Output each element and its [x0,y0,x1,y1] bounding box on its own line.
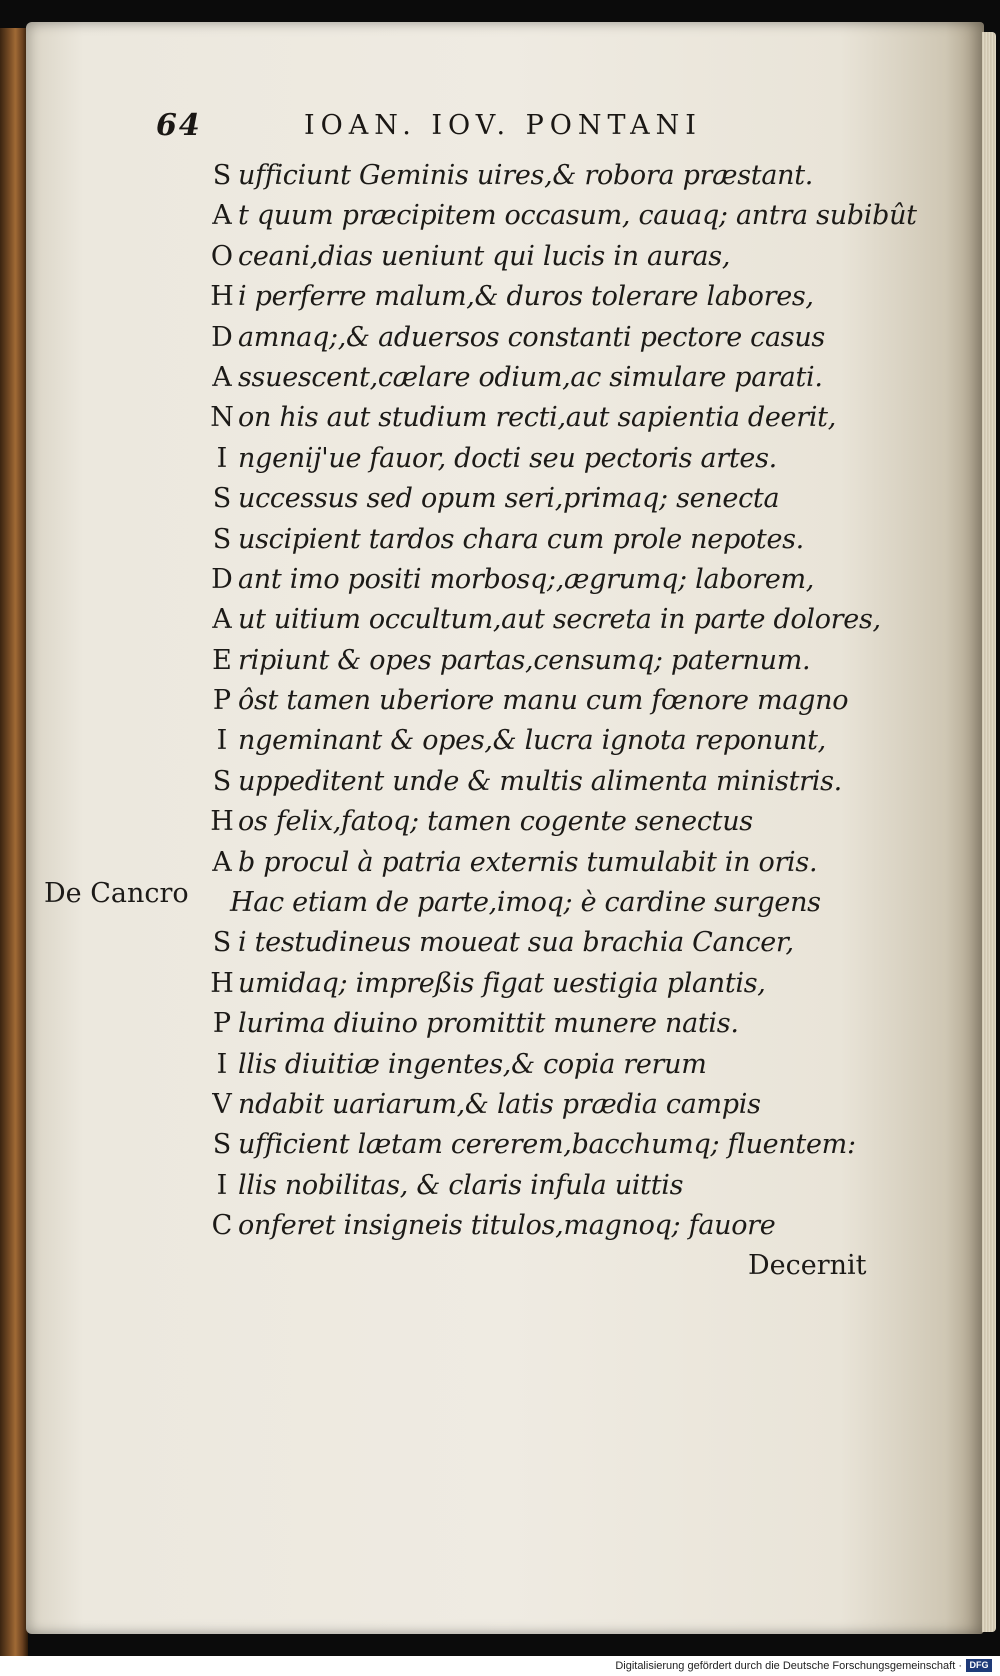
verse-initial: H [210,967,234,999]
verse-text: umidaq; impreßis figat uestigia plantis, [238,967,766,999]
dfg-logo: DFG [966,1659,992,1672]
verse-initial: I [216,1169,228,1201]
verse-initial: A [212,200,232,232]
verse-line [0,318,1000,358]
margin-note: De Cancro [44,878,189,909]
verse-initial: D [211,563,233,595]
verse-line [0,600,1000,640]
verse-text: llis diuitiæ ingentes,& copia rerum [238,1048,707,1080]
verse-text: ufficiunt Geminis uires,& robora præstant. [238,160,814,191]
page-number: 64 [156,108,202,143]
verse-initial: A [212,604,232,636]
verse-line [0,1206,1000,1246]
verse-initial: V [212,1088,232,1120]
verse-text: b procul à patria externis tumulabit in oris. [238,846,818,878]
verse-text: ufficient lætam cererem,bacchumq; fluentem: [238,1129,856,1161]
verse-initial: C [211,1210,233,1242]
catchword: Decernit [748,1250,867,1281]
verse-text: ngeminant & opes,& lucra ignota reponunt, [238,725,826,757]
verse-text: i testudineus moueat sua brachia Cancer, [238,927,794,959]
verse-initial: A [212,846,232,878]
verse-initial: E [212,644,232,676]
verse-initial: I [216,1048,228,1080]
verse-line [0,923,1000,963]
verse-text: ssuescent,cælare odium,ac simulare parati. [238,361,823,393]
verse-text: Hac etiam de parte,imoq; è cardine surgens [230,887,821,919]
verse-line [0,641,1000,681]
verse-line [0,681,1000,721]
verse-initial: A [212,361,232,393]
verse-text: ndabit uariarum,& latis prædia campis [238,1088,761,1120]
verse-text: ut uitium occultum,aut secreta in parte dolores, [238,604,881,636]
verse-text: ngenij'ue fauor, docti seu pectoris artes. [238,442,777,474]
verse-line [0,1004,1000,1044]
verse-initial: S [212,160,232,191]
verse-line [0,802,1000,842]
verse-text: uccessus sed opum seri,primaq; senecta [238,483,780,515]
verse-text: llis nobilitas, & claris infula uittis [238,1169,684,1201]
verse-line [0,1085,1000,1125]
verse-initial: I [216,442,228,474]
verse-line [0,964,1000,1004]
verse-line [0,439,1000,479]
verse-initial: I [216,725,228,757]
verse-line [0,843,1000,883]
verse-initial: P [212,685,232,717]
verse-line [0,1166,1000,1206]
verse-line [0,1125,1000,1165]
verse-initial: H [210,281,234,313]
verse-initial: P [212,1008,232,1040]
verse-text: i perferre malum,& duros tolerare labores, [238,281,814,313]
verse-text: ant imo positi morbosq;,ægrumq; laborem, [238,563,815,595]
verse-line [0,721,1000,761]
verse-line [0,277,1000,317]
verse-text: lurima diuino promittit munere natis. [238,1008,739,1040]
verse-text: ceani,dias ueniunt qui lucis in auras, [238,240,731,272]
verse-initial: S [212,483,232,515]
footer [0,1656,1000,1676]
page-header [0,100,1000,143]
verse-line [0,1045,1000,1085]
verse-line [0,156,1000,196]
verse-text: amnaq;,& aduersos constanti pectore casus [238,321,825,353]
verse-line [0,237,1000,277]
verse-text: t quum præcipitem occasum, cauaq; antra subibût [238,200,917,232]
verse-initial: S [212,927,232,959]
verse-text: uscipient tardos chara cum prole nepotes. [238,523,804,555]
verse-block [0,156,1000,1247]
verse-text: uppeditent unde & multis alimenta ministris. [238,765,842,797]
verse-initial: S [212,1129,232,1161]
verse-initial: N [210,402,234,434]
verse-line [0,560,1000,600]
verse-line [0,520,1000,560]
verse-initial: S [212,523,232,555]
running-title: IOAN. IOV. PONTANI [304,110,702,141]
verse-text: os felix,fatoq; tamen cogente senectus [238,806,753,838]
verse-line [0,358,1000,398]
verse-text: ripiunt & opes partas,censumq; paternum. [238,644,811,676]
verse-text: on his aut studium recti,aut sapientia deerit, [238,402,837,434]
verse-line [0,398,1000,438]
verse-text: ôst tamen uberiore manu cum fœnore magno [238,685,849,717]
verse-initial: H [210,806,234,838]
verse-line [0,479,1000,519]
verse-initial: O [210,240,234,272]
verse-initial: S [212,765,232,797]
verse-line [0,762,1000,802]
footer-credit: Digitalisierung gefördert durch die Deutsche Forschungsgemeinschaft · [615,1660,962,1672]
verse-text: onferet insigneis titulos,magnoq; fauore [238,1210,776,1242]
verse-initial: D [211,321,233,353]
verse-line [0,196,1000,236]
